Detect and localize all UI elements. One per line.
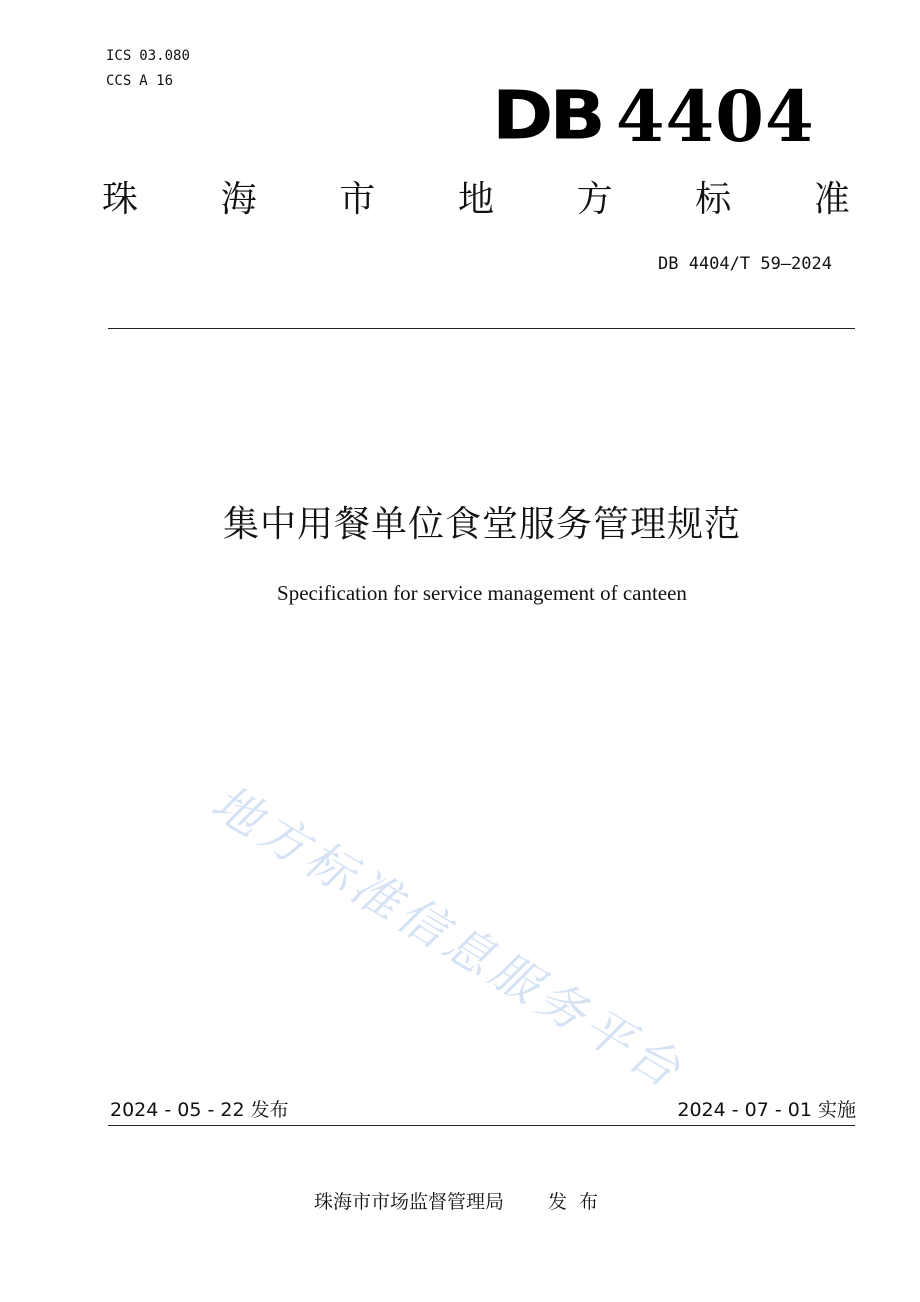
- ics-code-row: [106, 44, 198, 69]
- ccs-label: CCS: [106, 73, 132, 89]
- top-divider: [108, 328, 855, 329]
- bottom-divider: [108, 1125, 855, 1126]
- watermark-text: 地方标准信息服务平台: [202, 774, 694, 1101]
- region-code: 4404: [615, 75, 815, 158]
- ics-value: 03.080: [139, 48, 190, 64]
- db-prefix: DB: [492, 77, 602, 155]
- issuing-authority: [314, 1189, 610, 1215]
- issuer-name: 珠海市市场监督管理局: [314, 1191, 505, 1213]
- classification-codes: [106, 44, 198, 94]
- standard-type-char: 海: [220, 179, 257, 220]
- issuer-verb: 发布: [548, 1191, 611, 1213]
- implementation-date: 2024 - 07 - 01 实施: [677, 1099, 856, 1121]
- document-title-english: Specification for service management of canteen: [277, 581, 687, 605]
- issue-date: 2024 - 05 - 22 发布: [110, 1099, 289, 1121]
- standard-type-char: 珠: [101, 179, 138, 220]
- standard-type-char: 地: [457, 179, 494, 220]
- ics-label: ICS: [106, 48, 132, 64]
- standard-number: DB 4404/T 59—2024: [658, 254, 832, 274]
- standard-type-char: 市: [339, 179, 376, 220]
- ccs-value: A 16: [139, 73, 174, 89]
- standard-type-char: 方: [576, 179, 613, 220]
- standard-type-heading: [100, 176, 852, 224]
- ccs-code-row: [106, 69, 198, 94]
- standard-type-char: 标: [695, 179, 732, 220]
- document-title-chinese: 集中用餐单位食堂服务管理规范: [222, 504, 741, 545]
- db-standard-mark: [492, 76, 815, 157]
- standard-type-char: 准: [813, 179, 850, 220]
